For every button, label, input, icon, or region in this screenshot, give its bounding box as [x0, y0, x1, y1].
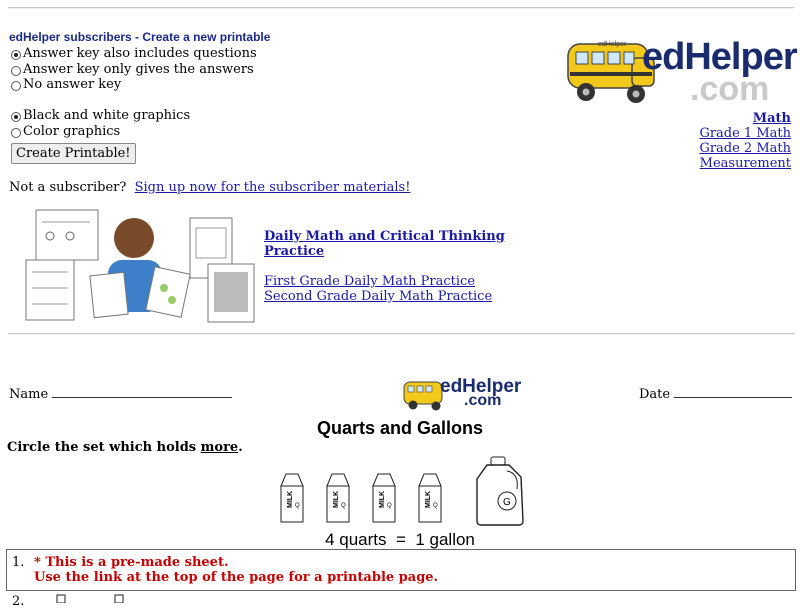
radio-button[interactable]	[11, 112, 21, 122]
radio-answer-key-answers[interactable]	[11, 62, 254, 77]
carton-letter: Q	[387, 503, 392, 509]
instruction	[7, 440, 243, 455]
promo-image[interactable]	[24, 208, 256, 324]
gallon-jug-icon	[473, 455, 527, 527]
top-divider	[8, 7, 794, 9]
radio-label: No answer key	[23, 77, 122, 92]
question-number-1: 1.	[12, 555, 25, 570]
not-subscriber-text: Not a subscriber?	[9, 180, 127, 195]
signup-link[interactable]: Sign up now for the subscriber materials!	[134, 180, 411, 195]
radio-label: Answer key only gives the answers	[23, 62, 254, 77]
quart-carton-icon	[323, 472, 353, 524]
worksheet-logo-suffix: .com	[464, 392, 502, 409]
radio-no-answer-key[interactable]	[11, 77, 121, 92]
radio-label: Answer key also includes questions	[23, 46, 257, 61]
sidebar-link-grade1[interactable]: Grade 1 Math	[699, 126, 791, 141]
instruction-emphasis: more	[200, 440, 239, 455]
carton-letter: Q	[341, 503, 346, 509]
question-row-2	[7, 590, 795, 611]
promo-title-line2[interactable]: Practice	[264, 244, 325, 259]
edhelper-logo[interactable]	[562, 34, 797, 110]
radio-answer-key-questions[interactable]	[11, 46, 257, 61]
carton-label: MILK	[425, 490, 432, 508]
worksheet-logo-brand: edHelper	[440, 376, 522, 397]
worksheet-collage-icon	[24, 208, 256, 324]
carton-letter: Q	[295, 503, 300, 509]
logo-suffix: .com	[690, 70, 770, 108]
radio-button[interactable]	[11, 50, 21, 60]
instruction-suffix: .	[238, 440, 243, 455]
radio-bw-graphics[interactable]	[11, 108, 190, 123]
date-field	[639, 387, 792, 402]
carton-label: MILK	[287, 490, 294, 508]
carton-letter: Q	[433, 503, 438, 509]
date-label: Date	[639, 387, 671, 402]
bus-sign: edHelper	[598, 41, 627, 48]
sidebar-links	[699, 111, 791, 171]
milk-bottle-tops-icon	[53, 593, 133, 603]
sidebar-link-math[interactable]: Math	[752, 111, 791, 126]
instruction-prefix: Circle the set which holds	[7, 440, 201, 455]
carton-label: MILK	[333, 490, 340, 508]
worksheet-title: Quarts and Gallons	[316, 418, 484, 438]
name-field	[9, 387, 232, 402]
quart-carton-icon	[415, 472, 445, 524]
logo-brand: edHelper	[642, 36, 797, 78]
sidebar-link-grade2[interactable]: Grade 2 Math	[699, 141, 791, 156]
signup-row	[9, 180, 410, 195]
name-blank-line	[52, 387, 232, 398]
subscriber-title: edHelper subscribers - Create a new printable	[9, 30, 271, 44]
quart-carton-icon	[369, 472, 399, 524]
sidebar-link-measurement[interactable]: Measurement	[699, 156, 791, 171]
promo-links	[264, 274, 492, 304]
premade-notice	[34, 555, 438, 585]
radio-label: Black and white graphics	[23, 108, 191, 123]
name-label: Name	[9, 387, 49, 402]
radio-label: Color graphics	[23, 124, 121, 139]
equation: 4 quarts = 1 gallon	[325, 530, 475, 549]
radio-button[interactable]	[11, 66, 21, 76]
premade-notice-line1: * This is a pre-made sheet.	[34, 555, 229, 570]
promo-link-first-grade[interactable]: First Grade Daily Math Practice	[264, 274, 476, 289]
carton-label: MILK	[379, 490, 386, 508]
radio-color-graphics[interactable]	[11, 124, 120, 139]
radio-button[interactable]	[11, 81, 21, 91]
promo-link-second-grade[interactable]: Second Grade Daily Math Practice	[264, 289, 493, 304]
create-printable-button[interactable]: Create Printable!	[11, 143, 136, 164]
question-table	[6, 549, 796, 609]
date-blank-line	[674, 387, 792, 398]
quart-carton-icon	[277, 472, 307, 524]
promo-title-line1[interactable]: Daily Math and Critical Thinking	[264, 229, 505, 244]
promo-title[interactable]	[264, 229, 505, 259]
question-number-2: 2.	[12, 594, 25, 609]
section-divider	[8, 333, 794, 335]
premade-notice-line2: Use the link at the top of the page for a printable page.	[34, 570, 439, 585]
radio-button[interactable]	[11, 128, 21, 138]
worksheet-logo	[402, 374, 522, 414]
jug-letter: G	[503, 497, 511, 508]
